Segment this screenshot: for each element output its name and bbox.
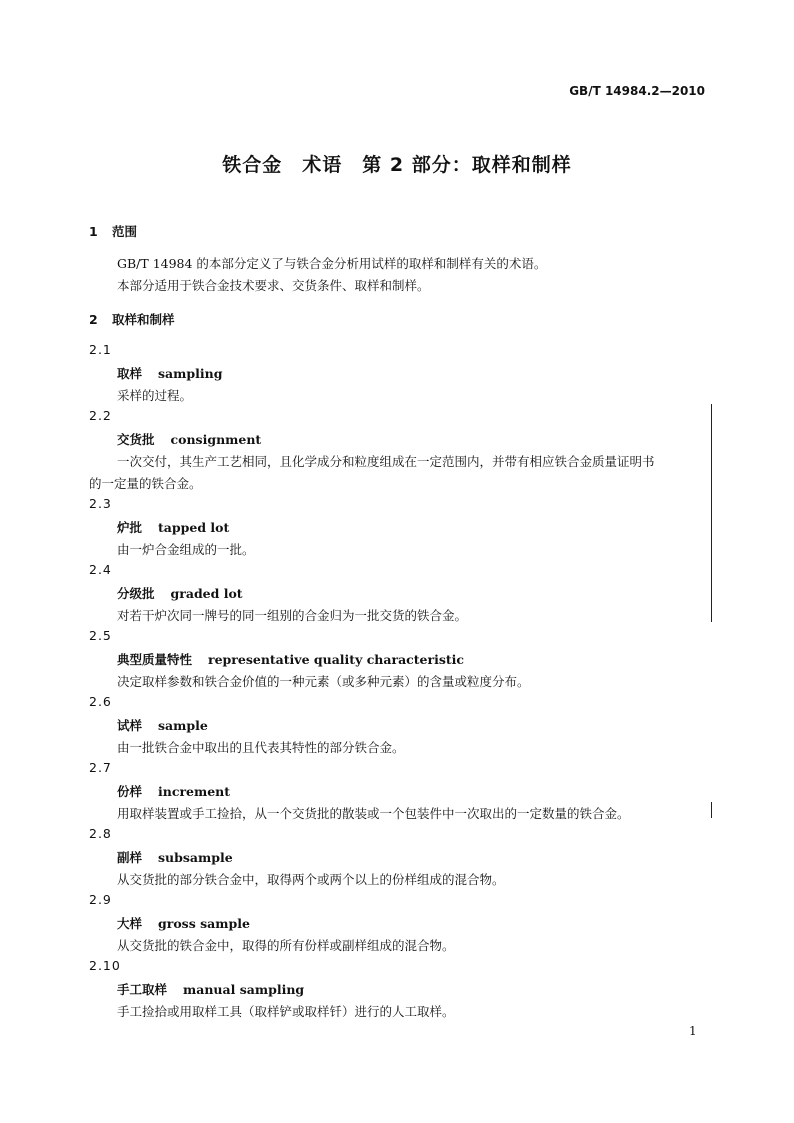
term-zh: 炉批 (117, 520, 143, 535)
margin-line (711, 802, 712, 818)
term-en: graded lot (170, 586, 243, 601)
term-definition: 由一批铁合金中取出的且代表其特性的部分铁合金。 (117, 740, 405, 755)
term-definition: 一次交付，其生产工艺相同，且化学成分和粒度组成在一定范围内，并带有相应铁合金质量证明书 (117, 454, 655, 469)
term-definition: 采样的过程。 (117, 388, 193, 403)
section-title: 范围 (112, 224, 138, 239)
term-en: gross sample (158, 916, 250, 931)
margin-line (711, 404, 712, 622)
section-heading-scope (89, 222, 137, 240)
standard-code: GB/T 14984.2—2010 (569, 84, 705, 98)
term-number: 2.10 (89, 958, 121, 973)
term-number: 2.7 (89, 760, 112, 775)
term-zh: 典型质量特性 (117, 652, 193, 667)
term-number: 2.1 (89, 342, 112, 357)
term-definition: 决定取样参数和铁合金价值的一种元素（或多种元素）的含量或粒度分布。 (117, 674, 530, 689)
term-en: increment (158, 784, 231, 799)
term-definition: 从交货批的铁合金中，取得的所有份样或副样组成的混合物。 (117, 938, 455, 953)
section-heading-sampling (89, 310, 175, 328)
section-number: 2 (89, 312, 98, 327)
scope-paragraph: GB/T 14984 的本部分定义了与铁合金分析用试样的取样和制样有关的术语。 (117, 256, 547, 271)
term-entry (117, 782, 230, 800)
term-zh: 交货批 (117, 432, 155, 447)
term-number: 2.5 (89, 628, 112, 643)
term-definition: 用取样装置或手工捡拾，从一个交货批的散装或一个包装件中一次取出的一定数量的铁合金。 (117, 806, 630, 821)
term-zh: 大样 (117, 916, 143, 931)
term-entry (117, 430, 261, 448)
section-number: 1 (89, 224, 98, 239)
term-definition: 由一炉合金组成的一批。 (117, 542, 255, 557)
term-en: sampling (158, 366, 223, 381)
term-definition: 手工捡拾或用取样工具（取样铲或取样钎）进行的人工取样。 (117, 1004, 455, 1019)
term-zh: 手工取样 (117, 982, 168, 997)
term-zh: 取样 (117, 366, 143, 381)
term-entry (117, 716, 208, 734)
term-zh: 分级批 (117, 586, 155, 601)
term-en: sample (158, 718, 208, 733)
term-entry (117, 518, 229, 536)
term-number: 2.2 (89, 408, 112, 423)
term-entry (117, 848, 233, 866)
term-number: 2.9 (89, 892, 112, 907)
term-zh: 试样 (117, 718, 143, 733)
section-title: 取样和制样 (112, 312, 175, 327)
term-number: 2.4 (89, 562, 112, 577)
term-en: consignment (170, 432, 262, 447)
term-entry (117, 980, 304, 998)
scope-paragraph: 本部分适用于铁合金技术要求、交货条件、取样和制样。 (117, 278, 430, 293)
term-en: representative quality characteristic (208, 652, 465, 667)
term-entry (117, 584, 243, 602)
term-definition: 对若干炉次同一牌号的同一组别的合金归为一批交货的铁合金。 (117, 608, 468, 623)
page-number: 1 (689, 1024, 697, 1038)
term-en: manual sampling (183, 982, 305, 997)
document-title: 铁合金 术语 第 2 部分：取样和制样 (222, 154, 572, 176)
term-number: 2.8 (89, 826, 112, 841)
term-entry (117, 650, 464, 668)
term-number: 2.6 (89, 694, 112, 709)
term-entry (117, 364, 222, 382)
term-entry (117, 914, 250, 932)
term-definition-continued: 的一定量的铁合金。 (89, 476, 202, 491)
term-number: 2.3 (89, 496, 112, 511)
term-zh: 副样 (117, 850, 143, 865)
term-en: subsample (158, 850, 233, 865)
term-en: tapped lot (158, 520, 230, 535)
term-zh: 份样 (117, 784, 143, 799)
term-definition: 从交货批的部分铁合金中，取得两个或两个以上的份样组成的混合物。 (117, 872, 505, 887)
